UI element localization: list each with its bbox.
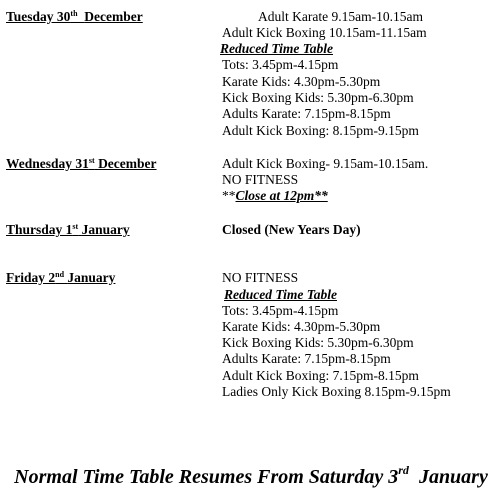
schedule-line: Adult Kick Boxing: 7.15pm-8.15pm — [222, 368, 419, 383]
closed-notice: Closed (New Years Day) — [222, 222, 361, 237]
resume-notice-month: January — [418, 466, 488, 488]
schedule-line: Karate Kids: 4.30pm-5.30pm — [222, 74, 381, 89]
schedule-line: NO FITNESS — [222, 172, 299, 187]
schedule-line: Adults Karate: 7.15pm-8.15pm — [222, 106, 391, 121]
day-name: Friday 2 — [6, 270, 56, 285]
schedule-line: NO FITNESS — [222, 270, 299, 285]
day-heading-tuesday — [6, 9, 143, 25]
resume-notice-suffix: rd — [398, 463, 409, 477]
day-heading-friday — [6, 270, 115, 286]
schedule-line: Adults Karate: 7.15pm-8.15pm — [222, 351, 391, 366]
resume-notice-text: Normal Time Table Resumes From Saturday 3 — [14, 466, 399, 488]
schedule-line: Adult Kick Boxing- 9.15am-10.15am. — [222, 156, 429, 171]
day-name: Thursday 1 — [6, 222, 73, 237]
day-name: Wednesday 31 — [6, 156, 89, 171]
schedule-line: Adult Karate 9.15am-10.15am — [258, 9, 423, 24]
schedule-line: Ladies Only Kick Boxing 8.15pm-9.15pm — [222, 384, 451, 399]
schedule-line: Tots: 3.45pm-4.15pm — [222, 57, 339, 72]
day-month: January — [81, 222, 130, 237]
schedule-line: Adult Kick Boxing: 8.15pm-9.15pm — [222, 123, 419, 138]
day-suffix: st — [72, 222, 79, 231]
day-month: December — [98, 156, 157, 171]
schedule-line: Kick Boxing Kids: 5.30pm-6.30pm — [222, 335, 414, 350]
day-name: Tuesday 30 — [6, 9, 71, 24]
schedule-line: Karate Kids: 4.30pm-5.30pm — [222, 319, 381, 334]
resume-notice — [0, 464, 502, 490]
day-suffix: th — [70, 9, 78, 18]
day-month: December — [84, 9, 143, 24]
reduced-timetable-label: Reduced Time Table — [220, 41, 333, 56]
closing-note — [222, 188, 328, 204]
day-heading-thursday — [6, 222, 130, 238]
closing-note-text: Close at 12pm** — [235, 188, 328, 203]
day-suffix: nd — [55, 270, 65, 279]
day-month: January — [67, 270, 116, 285]
day-suffix: st — [88, 156, 95, 165]
day-heading-wednesday — [6, 156, 157, 172]
schedule-line: Kick Boxing Kids: 5.30pm-6.30pm — [222, 90, 414, 105]
schedule-line: Tots: 3.45pm-4.15pm — [222, 303, 339, 318]
reduced-timetable-label: Reduced Time Table — [224, 287, 337, 302]
schedule-line: Adult Kick Boxing 10.15am-11.15am — [222, 25, 427, 40]
closing-note-prefix: ** — [222, 188, 236, 203]
